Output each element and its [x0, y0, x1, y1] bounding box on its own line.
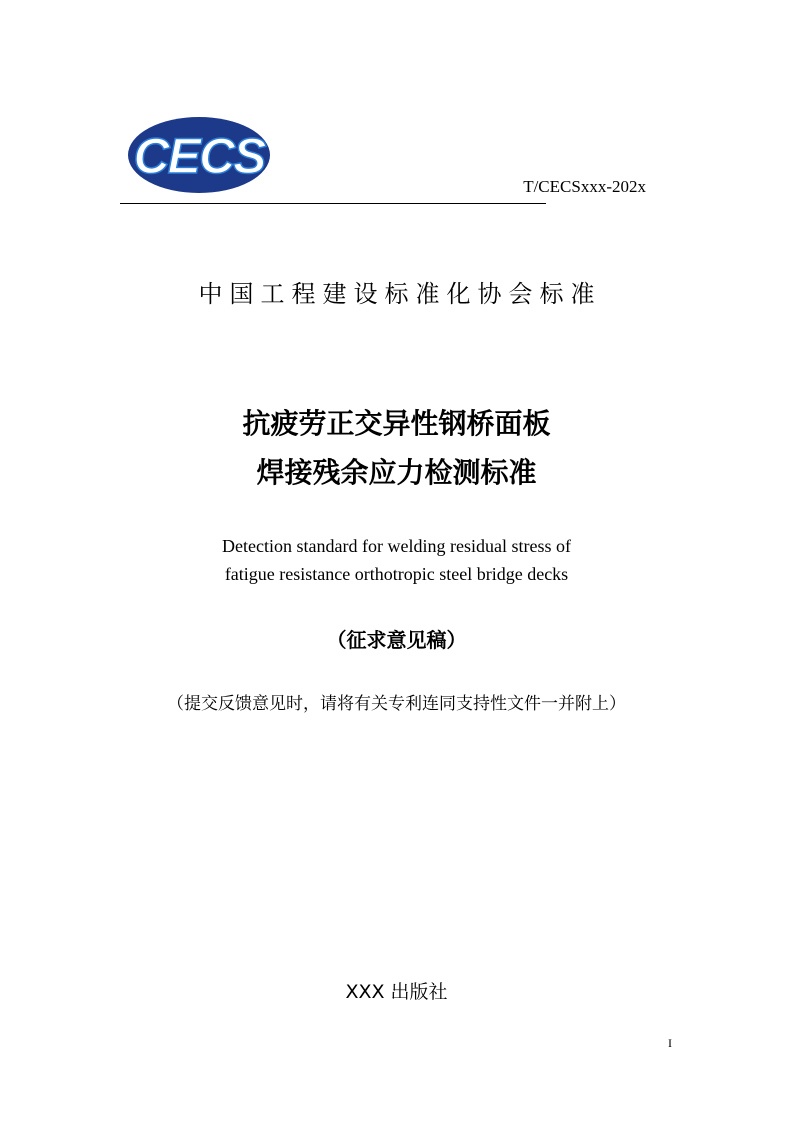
cecs-logo — [127, 116, 271, 194]
draft-label: （征求意见稿） — [326, 628, 467, 652]
english-title-line-1: Detection standard for welding residual stress of — [222, 536, 571, 556]
cecs-logo-graphic — [127, 116, 271, 194]
document-title-line-2: 焊接残余应力检测标准 — [256, 456, 537, 489]
document-title-line-1: 抗疲劳正交异性钢桥面板 — [242, 407, 551, 440]
submission-note: （提交反馈意见时，请将有关专利连同支持性文件一并附上） — [167, 694, 626, 714]
english-title-line-2: fatigue resistance orthotropic steel bridge decks — [224, 564, 569, 584]
standard-number: T/CECSxxx-202x — [523, 177, 646, 196]
svg-text:CECS: CECS — [133, 128, 265, 184]
organization-title: 中国工程建设标准化协会标准 — [198, 280, 602, 308]
page-number: I — [668, 1036, 672, 1050]
publisher: XXX 出版社 — [345, 981, 448, 1003]
header-rule — [120, 203, 546, 204]
